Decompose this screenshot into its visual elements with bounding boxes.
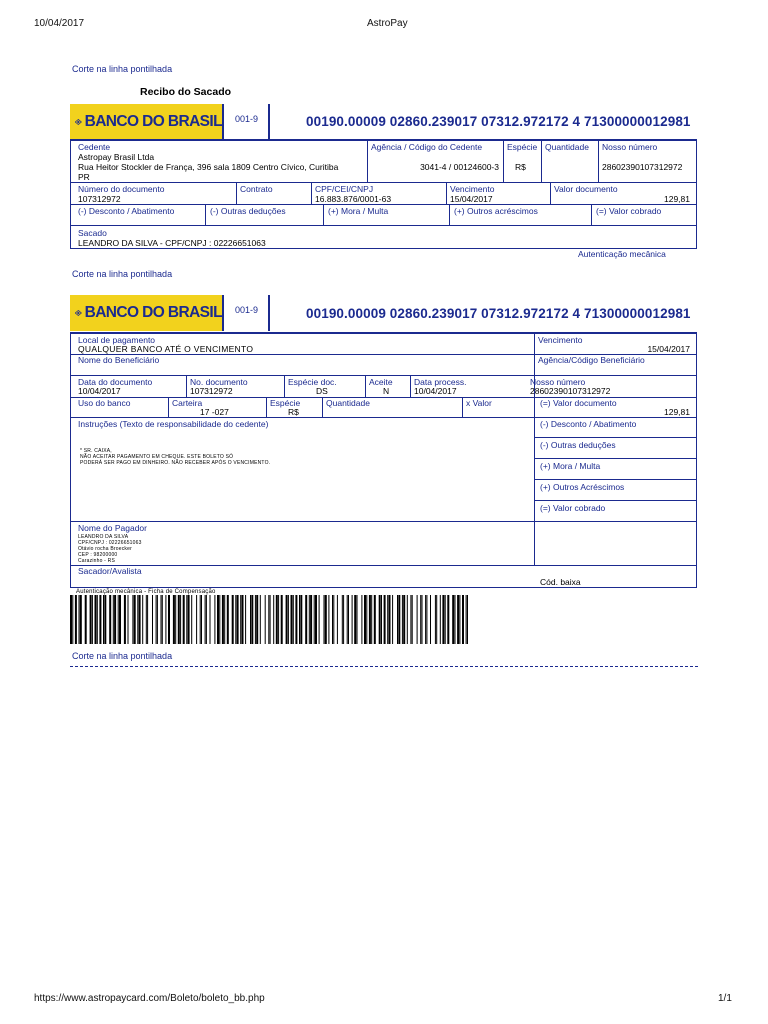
- data-process-value: 10/04/2017: [414, 386, 457, 396]
- pagador-label: Nome do Pagador: [78, 523, 147, 533]
- valor-doc-value: 129,81: [664, 407, 690, 417]
- valor-cobrado-label: (=) Valor cobrado: [596, 206, 662, 216]
- vencimento-label: Vencimento: [450, 184, 495, 194]
- print-date: 10/04/2017: [34, 18, 85, 29]
- sacado-value: LEANDRO DA SILVA - CPF/CNPJ : 02226651063: [78, 238, 266, 248]
- instrucao-line: * SR. CAIXA,: [80, 448, 112, 454]
- bank-name: BANCO DO BRASIL: [84, 113, 222, 130]
- cedente-state: PR: [78, 172, 90, 182]
- num-doc-label: Número do documento: [78, 184, 165, 194]
- bank-code: 001-9: [235, 114, 259, 124]
- cpf-label: CPF/CEI/CNPJ: [315, 184, 374, 194]
- sacado-label: Sacado: [78, 228, 107, 238]
- banco-do-brasil-logo-icon: [75, 302, 82, 324]
- cedente-address: Rua Heitor Stockler de França, 396 sala 1809 Centro Cívico, Curitiba: [78, 162, 339, 172]
- bank-code: 001-9: [235, 305, 259, 315]
- print-page: 1/1: [718, 993, 732, 1004]
- outras-deducoes-label: (-) Outras deduções: [210, 206, 286, 216]
- desconto-label: (-) Desconto / Abatimento: [540, 419, 637, 429]
- vencimento-value: 15/04/2017: [450, 194, 493, 204]
- quantidade-label: Quantidade: [545, 142, 589, 152]
- mora-label: (+) Mora / Multa: [540, 461, 601, 471]
- especie-doc-label: Espécie doc.: [288, 377, 337, 387]
- print-url: https://www.astropaycard.com/Boleto/boleto_bb.php: [34, 993, 265, 1004]
- pagador-line: Carazinho - RS: [78, 558, 115, 564]
- pagador-line: Otávio rocha Broecker: [78, 546, 132, 552]
- valor-doc-value: 129,81: [664, 194, 690, 204]
- especie-value: R$: [515, 162, 526, 172]
- instrucoes-label: Instruções (Texto de responsabilidade do cedente): [78, 419, 269, 429]
- digitable-line: 00190.00009 02860.239017 07312.972172 4 71300000012981: [306, 306, 691, 321]
- aceite-label: Aceite: [369, 377, 393, 387]
- carteira-value: 17 -027: [200, 407, 229, 417]
- aceite-value: N: [383, 386, 390, 396]
- valor-doc-label: (=) Valor documento: [540, 398, 617, 408]
- banco-do-brasil-logo-icon: [75, 111, 82, 133]
- agencia-label: Agência / Código do Cedente: [371, 142, 483, 152]
- cut-label: Corte na linha pontilhada: [72, 269, 173, 279]
- valor-doc-label: Valor documento: [554, 184, 618, 194]
- contrato-label: Contrato: [240, 184, 273, 194]
- desconto-label: (-) Desconto / Abatimento: [78, 206, 175, 216]
- pagador-line: LEANDRO DA SILVA: [78, 534, 129, 540]
- instrucao-line: PODERÁ SER PAGO EM DINHEIRO. NÃO RECEBER APÓS O VENCIMENTO.: [80, 460, 271, 466]
- agencia-value: 3041-4 / 00124600-3: [420, 162, 499, 172]
- nosso-numero-label: Nosso número: [530, 377, 586, 387]
- especie-value: R$: [288, 407, 299, 417]
- local-pagamento-value: QUALQUER BANCO ATÉ O VENCIMENTO: [78, 344, 254, 354]
- outros-acrescimos-label: (+) Outros acréscimos: [454, 206, 538, 216]
- receipt-title: Recibo do Sacado: [140, 86, 232, 98]
- sacador-label: Sacador/Avalista: [78, 566, 142, 576]
- cut-label: Corte na linha pontilhada: [72, 651, 173, 661]
- beneficiario-label: Nome do Beneficiário: [78, 355, 160, 365]
- valor-cobrado-label: (=) Valor cobrado: [540, 503, 606, 513]
- num-doc-value: 107312972: [78, 194, 121, 204]
- local-pagamento-label: Local de pagamento: [78, 335, 156, 345]
- nosso-numero-label: Nosso número: [602, 142, 658, 152]
- nosso-numero-value: 28602390107312972: [602, 162, 683, 172]
- outras-deducoes-label: (-) Outras deduções: [540, 440, 616, 450]
- pagador-line: CPF/CNPJ : 02226651063: [78, 540, 142, 546]
- especie-doc-value: DS: [316, 386, 328, 396]
- cpf-value: 16.883.876/0001-63: [315, 194, 392, 204]
- instrucao-line: NÃO ACEITAR PAGAMENTO EM CHEQUE. ESTE BOLETO SÓ: [80, 454, 234, 460]
- mora-label: (+) Mora / Multa: [328, 206, 389, 216]
- digitable-line: 00190.00009 02860.239017 07312.972172 4 71300000012981: [306, 114, 691, 129]
- outros-acrescimos-label: (+) Outros Acréscimos: [540, 482, 625, 492]
- nosso-numero-value: 28602390107312972: [530, 386, 611, 396]
- especie-label: Espécie: [270, 398, 301, 408]
- bank-name: BANCO DO BRASIL: [84, 304, 222, 321]
- carteira-label: Carteira: [172, 398, 203, 408]
- cedente-label: Cedente: [78, 142, 111, 152]
- quantidade-label: Quantidade: [326, 398, 370, 408]
- vencimento-label: Vencimento: [538, 335, 583, 345]
- autenticacao-ficha: Autenticação mecânica - Ficha de Compensação: [76, 589, 216, 595]
- agencia-beneficiario-label: Agência/Código Beneficiário: [538, 355, 645, 365]
- uso-banco-label: Uso do banco: [78, 398, 131, 408]
- data-process-label: Data process.: [414, 377, 467, 387]
- especie-label: Espécie: [507, 142, 538, 152]
- cod-baixa-label: Cód. baixa: [540, 577, 581, 587]
- print-title: AstroPay: [367, 18, 408, 29]
- autenticacao-mecanica: Autenticação mecânica: [578, 249, 666, 259]
- no-doc-value: 107312972: [190, 386, 233, 396]
- no-doc-label: No. documento: [190, 377, 248, 387]
- vencimento-value: 15/04/2017: [647, 344, 690, 354]
- bank-logo: [70, 104, 222, 140]
- x-valor-label: x Valor: [466, 398, 492, 408]
- bank-logo: [70, 295, 222, 331]
- cut-line: [70, 666, 698, 667]
- data-doc-label: Data do documento: [78, 377, 153, 387]
- barcode: [70, 595, 468, 644]
- data-doc-value: 10/04/2017: [78, 386, 121, 396]
- pagador-line: CEP : 98200000: [78, 552, 118, 558]
- cedente-name: Astropay Brasil Ltda: [78, 152, 155, 162]
- cut-label: Corte na linha pontilhada: [72, 64, 173, 74]
